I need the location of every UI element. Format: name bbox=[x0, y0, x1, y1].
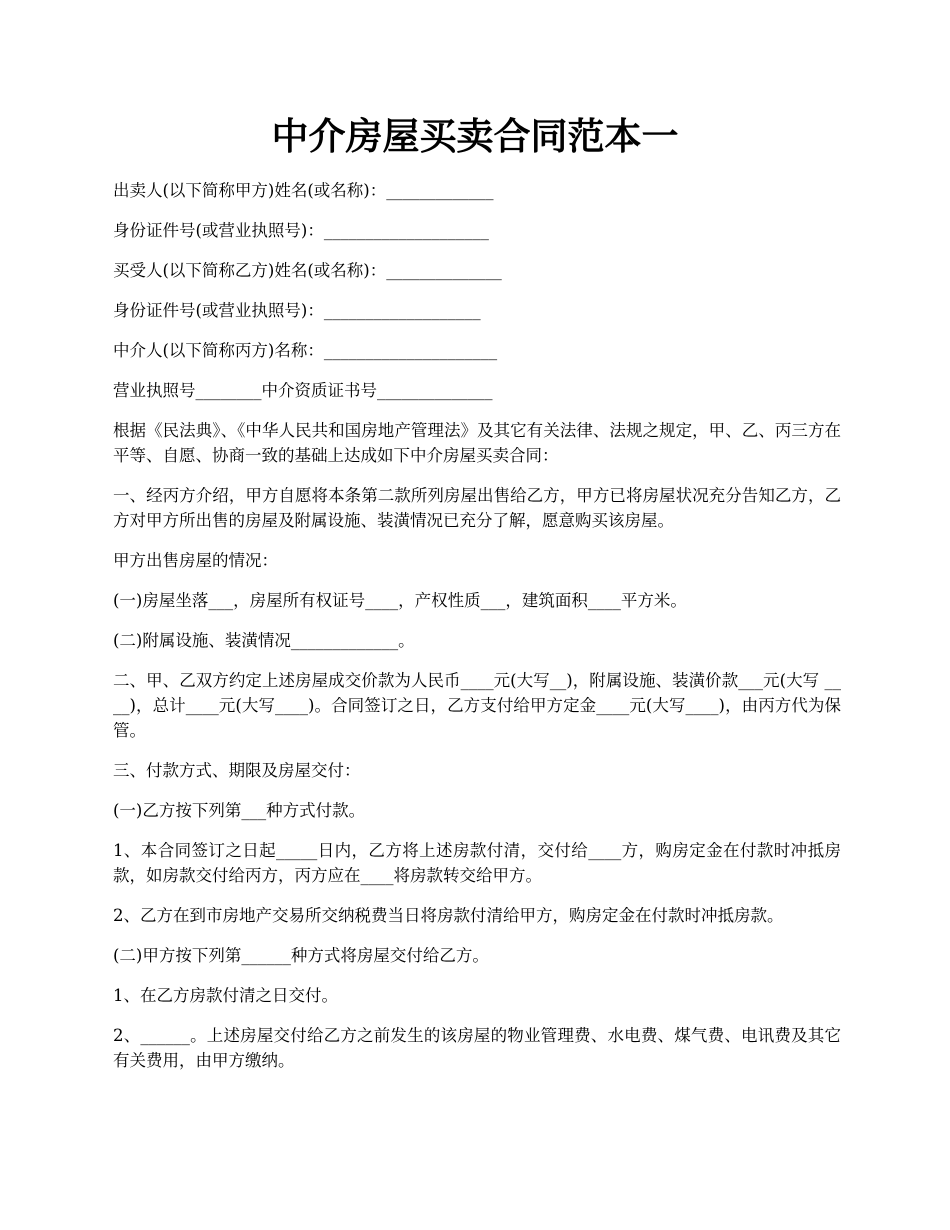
payment-method-line: (一)乙方按下列第___种方式付款。 bbox=[113, 801, 366, 820]
agent-name-line: 中介人(以下简称丙方)名称：_____________________ bbox=[113, 341, 498, 360]
property-facilities-line: (二)附属设施、装潢情况_____________。 bbox=[113, 631, 415, 650]
buyer-name-line: 买受人(以下简称乙方)姓名(或名称)：______________ bbox=[113, 261, 502, 280]
property-heading: 甲方出售房屋的情况： bbox=[113, 551, 278, 570]
seller-id-line: 身份证件号(或营业执照号)：____________________ bbox=[113, 221, 489, 240]
document-body bbox=[113, 178, 841, 1088]
buyer-id-line: 身份证件号(或营业执照号)：___________________ bbox=[113, 301, 481, 320]
delivery-method-line: (二)甲方按下列第______种方式将房屋交付给乙方。 bbox=[113, 946, 489, 965]
seller-name-line: 出卖人(以下简称甲方)姓名(或名称)：_____________ bbox=[113, 181, 494, 200]
payment-option-2: 2、乙方在到市房地产交易所交纳税费当日将房款付清给甲方，购房定金在付款时冲抵房款。 bbox=[113, 906, 784, 925]
delivery-option-2: 2、______。上述房屋交付给乙方之前发生的该房屋的物业管理费、水电费、煤气费、电讯费及其它有关费用，由甲方缴纳。 bbox=[113, 1026, 841, 1070]
license-line: 营业执照号________中介资质证书号______________ bbox=[113, 381, 493, 400]
payment-option-1: 1、本合同签订之日起_____日内，乙方将上述房款付清，交付给____方，购房定金在付款时冲抵房款，如房款交付给丙方，丙方应在____将房款转交给甲方。 bbox=[113, 841, 841, 885]
clause-2-paragraph: 二、甲、乙双方约定上述房屋成交价款为人民币____元(大写__)，附属设施、装潢价款___元(大写 ____)，总计____元(大写____)。合同签订之日，乙方支付给甲方定金____元(大写____)，由丙方代为保管。 bbox=[113, 671, 841, 740]
page-title: 中介房屋买卖合同范本一 bbox=[271, 115, 679, 158]
clause-1-paragraph: 一、经丙方介绍，甲方自愿将本条第二款所列房屋出售给乙方，甲方已将房屋状况充分告知乙方，乙方对甲方所出售的房屋及附属设施、装潢情况已充分了解，愿意购买该房屋。 bbox=[113, 486, 841, 530]
delivery-option-1: 1、在乙方房款付清之日交付。 bbox=[113, 986, 338, 1005]
property-location-line: (一)房屋坐落___，房屋所有权证号____，产权性质___，建筑面积____平方米。 bbox=[113, 591, 687, 610]
preamble-paragraph: 根据《民法典》、《中华人民共和国房地产管理法》及其它有关法律、法规之规定，甲、乙、丙三方在平等、自愿、协商一致的基础上达成如下中介房屋买卖合同： bbox=[113, 421, 841, 465]
clause-3-heading: 三、付款方式、期限及房屋交付： bbox=[113, 761, 361, 780]
